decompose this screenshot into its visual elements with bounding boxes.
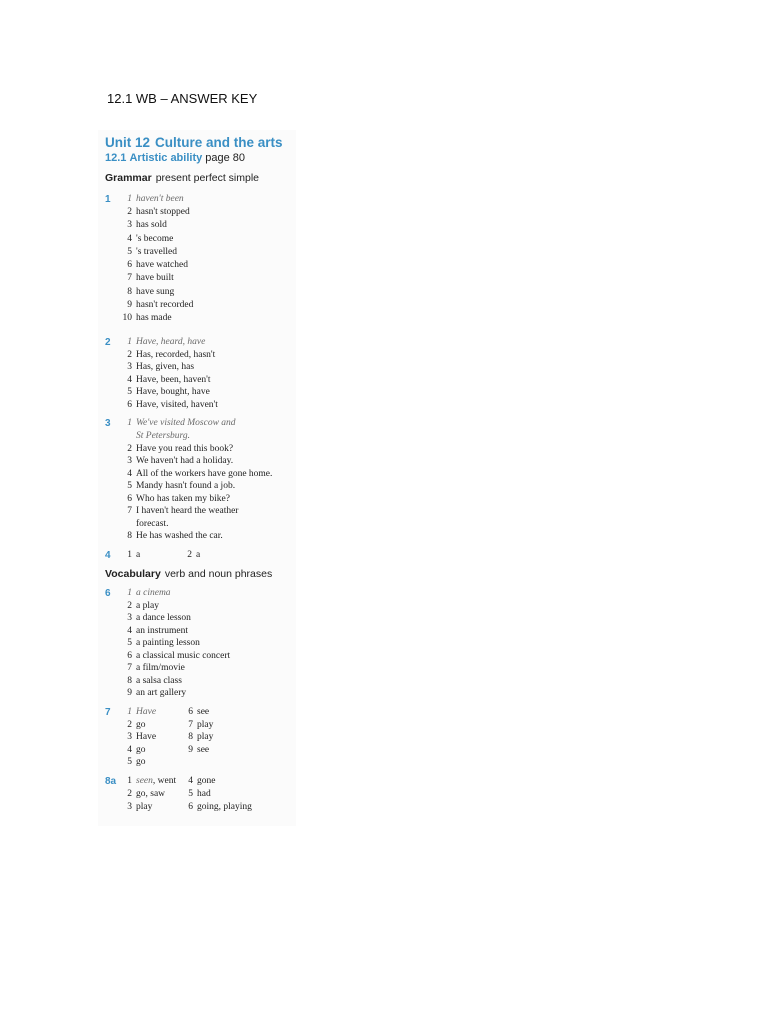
answer-item: 7 have built: [127, 273, 174, 283]
answer-item: 6 going, playing: [188, 802, 252, 812]
unit-heading: [105, 135, 283, 150]
unit-title: Culture and the arts: [155, 135, 283, 150]
answer-item: 10 has made: [122, 313, 172, 323]
vocabulary-label: Vocabulary: [105, 568, 161, 580]
answer-item-continued: forecast.: [136, 519, 169, 529]
answer-item: 5 's travelled: [127, 247, 178, 257]
answer-item: 4 Have, been, haven't: [127, 375, 211, 385]
answer-item: 1 Have: [127, 707, 157, 717]
answer-item: 8 play: [188, 732, 214, 742]
document-title: 12.1 WB – ANSWER KEY: [107, 91, 258, 106]
exercise-4-number: 4: [105, 550, 111, 561]
grammar-label: Grammar: [105, 172, 152, 184]
answer-item: 9 see: [188, 745, 210, 755]
answer-item: 3 has sold: [127, 220, 167, 230]
answer-item: 1 haven't been: [127, 194, 184, 204]
exercise-1-number: 1: [105, 194, 111, 205]
answer-item: 4 go: [127, 745, 146, 755]
answer-item-continued: St Petersburg.: [136, 431, 191, 441]
exercise-8a-number: 8a: [105, 776, 117, 787]
answer-item: 3 Has, given, has: [127, 362, 195, 372]
answer-item: 5 had: [188, 789, 211, 799]
answer-item: 4 All of the workers have gone home.: [127, 469, 273, 479]
answer-item: 3 play: [127, 802, 153, 812]
answer-item: 2 Has, recorded, hasn't: [127, 350, 216, 360]
answer-item: 7 a film/movie: [127, 663, 185, 673]
grammar-heading: [105, 172, 259, 184]
grammar-topic: present perfect simple: [155, 172, 260, 184]
answer-item: 8 He has washed the car.: [127, 531, 223, 541]
lesson-name: Artistic ability: [129, 152, 203, 164]
exercise-6-number: 6: [105, 588, 111, 599]
answer-item: 1 We've visited Moscow and: [127, 418, 236, 428]
answer-item: 8 have sung: [127, 287, 175, 297]
answer-item: 6 see: [188, 707, 210, 717]
answer-item: 6 a classical music concert: [127, 651, 231, 661]
exercise-2-number: 2: [105, 337, 111, 348]
answer-item: 5 Have, bought, have: [127, 387, 210, 397]
answer-item: 8 a salsa class: [127, 676, 182, 686]
answer-item: 6 Who has taken my bike?: [127, 494, 230, 504]
answer-item: 4 's become: [127, 234, 174, 244]
answer-item: 2 a play: [127, 601, 159, 611]
answer-item: 1 seen, went: [127, 776, 177, 786]
answer-item: 9 an art gallery: [127, 688, 187, 698]
answer-item: 2 go: [127, 720, 146, 730]
unit-label: Unit 12: [105, 135, 151, 150]
exercise-3-number: 3: [105, 418, 111, 429]
answer-item: 1 a cinema: [127, 588, 171, 598]
answer-item: 4 gone: [188, 776, 216, 786]
vocabulary-topic: verb and noun phrases: [164, 568, 273, 580]
answer-item: 3 Have: [127, 732, 157, 742]
answer-item: 2 hasn't stopped: [127, 207, 190, 217]
answer-item: 7 play: [188, 720, 214, 730]
answer-item: 1 Have, heard, have: [127, 337, 206, 347]
answer-item: 2 a: [187, 550, 201, 560]
answer-item: 6 have watched: [127, 260, 188, 270]
lesson-page: page 80: [205, 152, 245, 164]
answer-item: 2 go, saw: [127, 789, 166, 799]
vocabulary-heading: [105, 568, 272, 580]
lesson-number: 12.1: [105, 152, 127, 164]
answer-item: 3 a dance lesson: [127, 613, 191, 623]
lesson-heading: [105, 152, 245, 164]
answer-item: 5 Mandy hasn't found a job.: [127, 481, 236, 491]
answer-item: 3 We haven't had a holiday.: [127, 456, 234, 466]
answer-item: 5 go: [127, 757, 146, 767]
exercise-7-number: 7: [105, 707, 111, 718]
answer-item: 9 hasn't recorded: [127, 300, 194, 310]
answer-item: 4 an instrument: [127, 626, 188, 636]
answer-item: 7 I haven't heard the weather: [127, 506, 239, 516]
answer-item: 1 a: [127, 550, 141, 560]
answer-item: 5 a painting lesson: [127, 638, 200, 648]
answer-item: 6 Have, visited, haven't: [127, 400, 218, 410]
answer-item: 2 Have you read this book?: [127, 444, 234, 454]
